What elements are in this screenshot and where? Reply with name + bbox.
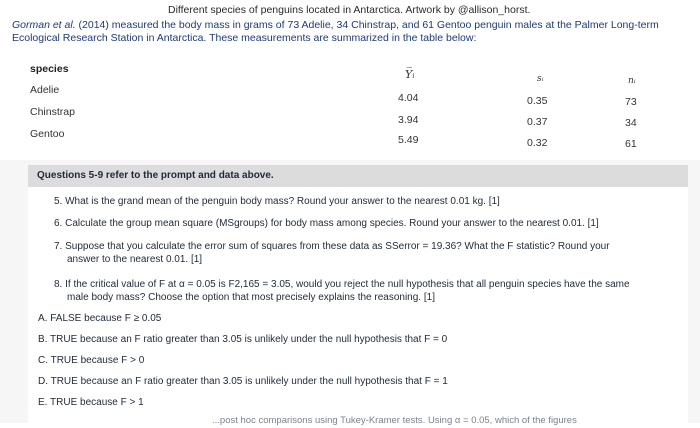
- questions-header-bar: [28, 165, 688, 187]
- header-sd: sᵢ: [537, 74, 544, 84]
- question-7-line-1: 7. Suppose that you calculate the error sum of squares from these data as SSerror = 19.36? What the F statistic? Round your: [54, 241, 610, 252]
- row-gentoo-n: 61: [625, 138, 637, 150]
- intro-paragraph: [12, 19, 662, 45]
- intro-text: (2014) measured the body mass in grams of 73 Adelie, 34 Chinstrap, and 61 Gentoo penguin males at the Palmer Long-term Ecological Research Station in Antarctica. These measurements are summarized in the table below:: [12, 19, 659, 44]
- header-n: nᵢ: [628, 76, 636, 86]
- question-5: 5. What is the grand mean of the penguin body mass? Round your answer to the nearest 0.01 kg. [1]: [54, 196, 500, 207]
- question-6: 6. Calculate the group mean square (MSgroups) for body mass among species. Round your answer to the nearest 0.01. [1]: [54, 218, 599, 229]
- option-b[interactable]: B. TRUE because an F ratio greater than 3.05 is unlikely under the null hypothesis that F = 0: [38, 334, 448, 345]
- row-adelie-species: Adelie: [30, 84, 60, 96]
- question-8-line-2: male body mass? Choose the option that most precisely explains the reasoning. [1]: [67, 292, 435, 303]
- option-e[interactable]: E. TRUE because F > 1: [38, 397, 144, 408]
- row-adelie-mean: 4.04: [398, 92, 419, 104]
- row-gentoo-species: Gentoo: [30, 128, 65, 140]
- row-adelie-sd: 0.35: [527, 95, 548, 107]
- header-species: species: [30, 63, 69, 75]
- row-chinstrap-species: Chinstrap: [30, 106, 75, 118]
- row-gentoo-sd: 0.32: [527, 137, 548, 149]
- row-adelie-n: 73: [625, 96, 637, 108]
- row-chinstrap-mean: 3.94: [398, 114, 419, 126]
- cutoff-question-text: ...post hoc comparisons using Tukey-Kramer tests. Using α = 0.05, which of the figures: [212, 415, 577, 426]
- header-mean: Y̅ᵢ: [405, 68, 415, 81]
- option-d[interactable]: D. TRUE because an F ratio greater than 3.05 is unlikely under the null hypothesis that F = 1: [38, 376, 448, 387]
- row-chinstrap-sd: 0.37: [527, 116, 548, 128]
- row-gentoo-mean: 5.49: [398, 134, 419, 146]
- option-a[interactable]: A. FALSE because F ≥ 0.05: [38, 313, 162, 324]
- option-c[interactable]: C. TRUE because F > 0: [38, 355, 145, 366]
- questions-header: Questions 5-9 refer to the prompt and data above.: [37, 170, 274, 181]
- question-8-line-1: 8. If the critical value of F at α = 0.05 is F2,165 = 3.05, would you reject the null hypothesis that all penguin species have the same: [54, 279, 630, 290]
- question-7-line-2: answer to the nearest 0.01. [1]: [67, 254, 203, 265]
- citation: Gorman et al.: [12, 19, 76, 31]
- image-caption: Different species of penguins located in Antarctica. Artwork by @allison_horst.: [168, 4, 531, 16]
- row-chinstrap-n: 34: [625, 117, 637, 129]
